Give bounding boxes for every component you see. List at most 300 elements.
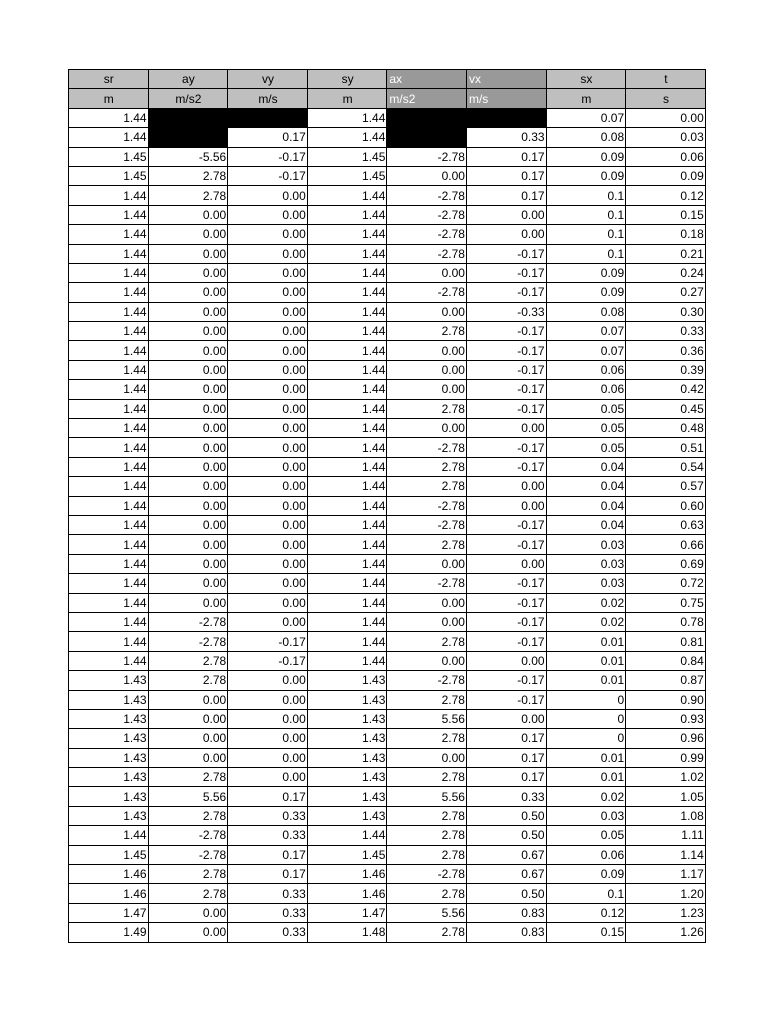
cell-sr[interactable]: 1.44: [69, 574, 149, 593]
cell-ay[interactable]: 0.00: [148, 225, 228, 244]
cell-vy[interactable]: 0.00: [228, 496, 308, 515]
cell-ax[interactable]: 2.78: [387, 535, 467, 554]
cell-sr[interactable]: 1.44: [69, 612, 149, 631]
cell-sr[interactable]: 1.45: [69, 845, 149, 864]
cell-sx[interactable]: 0.01: [546, 632, 626, 651]
cell-ay[interactable]: 0.00: [148, 438, 228, 457]
cell-t[interactable]: 0.57: [626, 477, 706, 496]
column-header-ay[interactable]: ay: [148, 70, 228, 89]
cell-sr[interactable]: 1.44: [69, 205, 149, 224]
cell-sx[interactable]: 0: [546, 709, 626, 728]
cell-sx[interactable]: 0.07: [546, 341, 626, 360]
cell-t[interactable]: 0.66: [626, 535, 706, 554]
cell-sr[interactable]: 1.44: [69, 283, 149, 302]
cell-t[interactable]: 0.36: [626, 341, 706, 360]
cell-sx[interactable]: 0.05: [546, 826, 626, 845]
cell-ay[interactable]: 2.78: [148, 651, 228, 670]
cell-sx[interactable]: 0.02: [546, 593, 626, 612]
cell-vx[interactable]: -0.17: [466, 457, 546, 476]
cell-t[interactable]: 0.06: [626, 147, 706, 166]
cell-ay[interactable]: 0.00: [148, 496, 228, 515]
cell-sx[interactable]: 0.08: [546, 302, 626, 321]
cell-ax[interactable]: 5.56: [387, 787, 467, 806]
cell-vy[interactable]: 0.33: [228, 826, 308, 845]
cell-sr[interactable]: 1.44: [69, 225, 149, 244]
cell-sr[interactable]: 1.44: [69, 302, 149, 321]
cell-vx[interactable]: 0.00: [466, 709, 546, 728]
cell-sr[interactable]: 1.43: [69, 768, 149, 787]
cell-vx[interactable]: 0.67: [466, 865, 546, 884]
cell-ax[interactable]: 5.56: [387, 903, 467, 922]
cell-t[interactable]: 0.99: [626, 748, 706, 767]
cell-t[interactable]: 0.87: [626, 671, 706, 690]
cell-vx[interactable]: 0.17: [466, 166, 546, 185]
cell-vy[interactable]: 0.17: [228, 128, 308, 147]
column-header-t[interactable]: t: [626, 70, 706, 89]
cell-sy[interactable]: 1.44: [307, 554, 387, 573]
cell-sr[interactable]: 1.44: [69, 535, 149, 554]
cell-sy[interactable]: 1.44: [307, 322, 387, 341]
cell-vx[interactable]: -0.17: [466, 612, 546, 631]
cell-ax[interactable]: 0.00: [387, 593, 467, 612]
cell-ay[interactable]: -2.78: [148, 826, 228, 845]
cell-ax[interactable]: 2.78: [387, 768, 467, 787]
cell-sx[interactable]: 0.1: [546, 884, 626, 903]
cell-sx[interactable]: 0.05: [546, 419, 626, 438]
cell-sy[interactable]: 1.44: [307, 419, 387, 438]
cell-sr[interactable]: 1.44: [69, 554, 149, 573]
cell-ay[interactable]: 0.00: [148, 457, 228, 476]
cell-t[interactable]: 0.30: [626, 302, 706, 321]
cell-vx[interactable]: -0.17: [466, 438, 546, 457]
cell-ay[interactable]: 0.00: [148, 729, 228, 748]
column-header-sx[interactable]: sx: [546, 70, 626, 89]
cell-vx[interactable]: -0.17: [466, 399, 546, 418]
cell-t[interactable]: 0.24: [626, 263, 706, 282]
cell-sy[interactable]: 1.45: [307, 147, 387, 166]
cell-vx[interactable]: 0.83: [466, 903, 546, 922]
cell-t[interactable]: 1.05: [626, 787, 706, 806]
cell-ay[interactable]: [148, 128, 228, 147]
cell-t[interactable]: 1.11: [626, 826, 706, 845]
cell-t[interactable]: 0.72: [626, 574, 706, 593]
cell-sr[interactable]: 1.44: [69, 360, 149, 379]
cell-ax[interactable]: 2.78: [387, 923, 467, 942]
cell-ax[interactable]: -2.78: [387, 515, 467, 534]
cell-sr[interactable]: 1.44: [69, 651, 149, 670]
cell-sy[interactable]: 1.44: [307, 283, 387, 302]
cell-sy[interactable]: 1.43: [307, 768, 387, 787]
cell-vx[interactable]: 0.50: [466, 806, 546, 825]
cell-vy[interactable]: 0.00: [228, 399, 308, 418]
cell-sr[interactable]: 1.44: [69, 632, 149, 651]
cell-t[interactable]: 1.23: [626, 903, 706, 922]
cell-sy[interactable]: 1.43: [307, 690, 387, 709]
cell-vx[interactable]: 0.00: [466, 651, 546, 670]
cell-ay[interactable]: 0.00: [148, 709, 228, 728]
cell-vx[interactable]: 0.00: [466, 477, 546, 496]
cell-vx[interactable]: 0.50: [466, 884, 546, 903]
cell-ax[interactable]: 0.00: [387, 341, 467, 360]
cell-sy[interactable]: 1.44: [307, 360, 387, 379]
column-header-vx[interactable]: vx: [466, 70, 546, 89]
cell-ax[interactable]: 0.00: [387, 166, 467, 185]
cell-sr[interactable]: 1.44: [69, 128, 149, 147]
cell-vx[interactable]: 0.00: [466, 496, 546, 515]
cell-vx[interactable]: 0.33: [466, 787, 546, 806]
cell-sx[interactable]: 0.05: [546, 399, 626, 418]
cell-sr[interactable]: 1.43: [69, 671, 149, 690]
cell-ay[interactable]: 5.56: [148, 787, 228, 806]
cell-vy[interactable]: 0.17: [228, 865, 308, 884]
cell-sx[interactable]: 0.15: [546, 923, 626, 942]
cell-vy[interactable]: 0.00: [228, 690, 308, 709]
cell-vy[interactable]: [228, 108, 308, 127]
cell-t[interactable]: 0.84: [626, 651, 706, 670]
cell-sy[interactable]: 1.46: [307, 884, 387, 903]
cell-sr[interactable]: 1.43: [69, 787, 149, 806]
cell-ay[interactable]: -2.78: [148, 632, 228, 651]
cell-vx[interactable]: [466, 108, 546, 127]
cell-vy[interactable]: 0.33: [228, 884, 308, 903]
cell-sx[interactable]: 0.04: [546, 496, 626, 515]
cell-sy[interactable]: 1.44: [307, 515, 387, 534]
cell-vy[interactable]: 0.00: [228, 593, 308, 612]
cell-sy[interactable]: 1.46: [307, 865, 387, 884]
cell-vx[interactable]: -0.17: [466, 341, 546, 360]
cell-ay[interactable]: 0.00: [148, 263, 228, 282]
cell-vy[interactable]: 0.33: [228, 903, 308, 922]
cell-sx[interactable]: 0.01: [546, 768, 626, 787]
cell-sx[interactable]: 0.03: [546, 806, 626, 825]
cell-ax[interactable]: 0.00: [387, 360, 467, 379]
cell-vy[interactable]: 0.17: [228, 845, 308, 864]
cell-vy[interactable]: -0.17: [228, 166, 308, 185]
cell-vx[interactable]: -0.17: [466, 263, 546, 282]
cell-vy[interactable]: 0.33: [228, 923, 308, 942]
cell-t[interactable]: 0.03: [626, 128, 706, 147]
cell-vx[interactable]: 0.17: [466, 729, 546, 748]
cell-sy[interactable]: 1.44: [307, 128, 387, 147]
unit-header-t[interactable]: s: [626, 89, 706, 108]
cell-t[interactable]: 1.26: [626, 923, 706, 942]
cell-sy[interactable]: 1.48: [307, 923, 387, 942]
cell-vy[interactable]: -0.17: [228, 651, 308, 670]
cell-sr[interactable]: 1.43: [69, 806, 149, 825]
cell-ax[interactable]: -2.78: [387, 438, 467, 457]
cell-ay[interactable]: 0.00: [148, 574, 228, 593]
cell-sx[interactable]: 0.1: [546, 186, 626, 205]
cell-t[interactable]: 0.63: [626, 515, 706, 534]
cell-sr[interactable]: 1.45: [69, 147, 149, 166]
cell-sy[interactable]: 1.45: [307, 845, 387, 864]
cell-sr[interactable]: 1.44: [69, 515, 149, 534]
cell-ax[interactable]: 0.00: [387, 263, 467, 282]
cell-vy[interactable]: 0.00: [228, 205, 308, 224]
cell-t[interactable]: 0.39: [626, 360, 706, 379]
cell-t[interactable]: 1.17: [626, 865, 706, 884]
cell-ax[interactable]: -2.78: [387, 671, 467, 690]
cell-sx[interactable]: 0.1: [546, 205, 626, 224]
cell-sx[interactable]: 0.09: [546, 263, 626, 282]
cell-sy[interactable]: 1.44: [307, 380, 387, 399]
cell-vx[interactable]: 0.50: [466, 826, 546, 845]
cell-ax[interactable]: 0.00: [387, 554, 467, 573]
cell-ay[interactable]: 0.00: [148, 515, 228, 534]
cell-t[interactable]: 0.78: [626, 612, 706, 631]
cell-sy[interactable]: 1.43: [307, 787, 387, 806]
cell-sx[interactable]: 0.12: [546, 903, 626, 922]
cell-sy[interactable]: 1.44: [307, 186, 387, 205]
cell-vy[interactable]: 0.00: [228, 322, 308, 341]
cell-sr[interactable]: 1.44: [69, 263, 149, 282]
cell-sr[interactable]: 1.44: [69, 457, 149, 476]
cell-ax[interactable]: -2.78: [387, 205, 467, 224]
cell-vy[interactable]: 0.00: [228, 748, 308, 767]
cell-sr[interactable]: 1.44: [69, 244, 149, 263]
cell-vy[interactable]: 0.00: [228, 671, 308, 690]
cell-vx[interactable]: -0.17: [466, 515, 546, 534]
cell-vx[interactable]: -0.17: [466, 244, 546, 263]
cell-vx[interactable]: -0.17: [466, 380, 546, 399]
cell-ax[interactable]: 2.78: [387, 632, 467, 651]
cell-vy[interactable]: 0.00: [228, 709, 308, 728]
unit-header-vx[interactable]: m/s: [466, 89, 546, 108]
cell-ay[interactable]: 0.00: [148, 360, 228, 379]
column-header-sr[interactable]: sr: [69, 70, 149, 89]
cell-sy[interactable]: 1.44: [307, 438, 387, 457]
cell-sy[interactable]: 1.44: [307, 496, 387, 515]
cell-vx[interactable]: -0.17: [466, 360, 546, 379]
cell-sx[interactable]: 0.09: [546, 147, 626, 166]
cell-ay[interactable]: 2.78: [148, 671, 228, 690]
cell-sr[interactable]: 1.44: [69, 380, 149, 399]
cell-ay[interactable]: 0.00: [148, 399, 228, 418]
cell-sy[interactable]: 1.44: [307, 341, 387, 360]
cell-ay[interactable]: 0.00: [148, 341, 228, 360]
cell-sr[interactable]: 1.47: [69, 903, 149, 922]
cell-sx[interactable]: 0.07: [546, 108, 626, 127]
cell-ay[interactable]: -5.56: [148, 147, 228, 166]
cell-ax[interactable]: 2.78: [387, 884, 467, 903]
cell-ay[interactable]: 2.78: [148, 166, 228, 185]
cell-sx[interactable]: 0.1: [546, 225, 626, 244]
cell-sx[interactable]: 0.06: [546, 845, 626, 864]
cell-sy[interactable]: 1.44: [307, 651, 387, 670]
cell-vy[interactable]: 0.00: [228, 535, 308, 554]
cell-vx[interactable]: 0.00: [466, 225, 546, 244]
cell-ay[interactable]: -2.78: [148, 612, 228, 631]
cell-vx[interactable]: -0.17: [466, 690, 546, 709]
cell-ax[interactable]: -2.78: [387, 244, 467, 263]
cell-ay[interactable]: 0.00: [148, 477, 228, 496]
cell-ay[interactable]: [148, 108, 228, 127]
cell-sx[interactable]: 0.08: [546, 128, 626, 147]
cell-sx[interactable]: 0.04: [546, 515, 626, 534]
cell-sy[interactable]: 1.43: [307, 748, 387, 767]
cell-ay[interactable]: 0.00: [148, 748, 228, 767]
cell-ax[interactable]: 2.78: [387, 457, 467, 476]
cell-vy[interactable]: 0.00: [228, 360, 308, 379]
cell-vy[interactable]: 0.17: [228, 787, 308, 806]
cell-sr[interactable]: 1.44: [69, 593, 149, 612]
cell-ay[interactable]: 0.00: [148, 690, 228, 709]
cell-vx[interactable]: -0.33: [466, 302, 546, 321]
cell-t[interactable]: 0.90: [626, 690, 706, 709]
cell-ay[interactable]: -2.78: [148, 845, 228, 864]
cell-sx[interactable]: 0.04: [546, 477, 626, 496]
cell-ax[interactable]: 0.00: [387, 651, 467, 670]
cell-ay[interactable]: 2.78: [148, 806, 228, 825]
cell-ax[interactable]: 2.78: [387, 845, 467, 864]
cell-sy[interactable]: 1.44: [307, 826, 387, 845]
cell-ay[interactable]: 0.00: [148, 923, 228, 942]
cell-vx[interactable]: 0.33: [466, 128, 546, 147]
cell-vy[interactable]: 0.00: [228, 283, 308, 302]
cell-sy[interactable]: 1.44: [307, 108, 387, 127]
cell-t[interactable]: 0.96: [626, 729, 706, 748]
cell-sx[interactable]: 0: [546, 729, 626, 748]
cell-ax[interactable]: 2.78: [387, 806, 467, 825]
cell-vx[interactable]: 0.00: [466, 419, 546, 438]
column-header-vy[interactable]: vy: [228, 70, 308, 89]
cell-ay[interactable]: 0.00: [148, 283, 228, 302]
cell-t[interactable]: 0.00: [626, 108, 706, 127]
cell-ax[interactable]: -2.78: [387, 186, 467, 205]
cell-t[interactable]: 0.18: [626, 225, 706, 244]
cell-vy[interactable]: 0.00: [228, 477, 308, 496]
cell-sr[interactable]: 1.45: [69, 166, 149, 185]
cell-ax[interactable]: -2.78: [387, 496, 467, 515]
cell-sr[interactable]: 1.46: [69, 865, 149, 884]
cell-vx[interactable]: 0.17: [466, 748, 546, 767]
cell-ay[interactable]: 0.00: [148, 302, 228, 321]
cell-vx[interactable]: -0.17: [466, 593, 546, 612]
column-header-sy[interactable]: sy: [307, 70, 387, 89]
cell-sr[interactable]: 1.44: [69, 419, 149, 438]
cell-vy[interactable]: -0.17: [228, 147, 308, 166]
cell-vy[interactable]: 0.00: [228, 341, 308, 360]
cell-sy[interactable]: 1.44: [307, 632, 387, 651]
cell-sr[interactable]: 1.43: [69, 748, 149, 767]
cell-vy[interactable]: 0.00: [228, 515, 308, 534]
cell-t[interactable]: 1.20: [626, 884, 706, 903]
cell-vx[interactable]: -0.17: [466, 283, 546, 302]
cell-t[interactable]: 0.12: [626, 186, 706, 205]
cell-sy[interactable]: 1.44: [307, 205, 387, 224]
cell-sy[interactable]: 1.44: [307, 574, 387, 593]
column-header-ax[interactable]: ax: [387, 70, 467, 89]
cell-t[interactable]: 1.14: [626, 845, 706, 864]
cell-sr[interactable]: 1.44: [69, 341, 149, 360]
cell-vy[interactable]: 0.00: [228, 302, 308, 321]
cell-ax[interactable]: 2.78: [387, 729, 467, 748]
cell-sy[interactable]: 1.44: [307, 457, 387, 476]
cell-t[interactable]: 0.15: [626, 205, 706, 224]
cell-vx[interactable]: 0.17: [466, 768, 546, 787]
cell-sy[interactable]: 1.43: [307, 806, 387, 825]
cell-sy[interactable]: 1.44: [307, 593, 387, 612]
unit-header-sr[interactable]: m: [69, 89, 149, 108]
cell-ax[interactable]: 0.00: [387, 380, 467, 399]
cell-vy[interactable]: 0.00: [228, 729, 308, 748]
cell-ax[interactable]: [387, 128, 467, 147]
cell-sy[interactable]: 1.43: [307, 729, 387, 748]
cell-sx[interactable]: 0.09: [546, 283, 626, 302]
cell-ay[interactable]: 0.00: [148, 205, 228, 224]
cell-sr[interactable]: 1.44: [69, 322, 149, 341]
cell-vy[interactable]: 0.00: [228, 263, 308, 282]
cell-vx[interactable]: -0.17: [466, 574, 546, 593]
cell-t[interactable]: 0.69: [626, 554, 706, 573]
cell-vx[interactable]: -0.17: [466, 322, 546, 341]
cell-sy[interactable]: 1.47: [307, 903, 387, 922]
cell-vx[interactable]: 0.00: [466, 554, 546, 573]
cell-sx[interactable]: 0.01: [546, 651, 626, 670]
cell-sr[interactable]: 1.43: [69, 729, 149, 748]
cell-sx[interactable]: 0.07: [546, 322, 626, 341]
cell-ax[interactable]: 0.00: [387, 302, 467, 321]
cell-vy[interactable]: 0.00: [228, 186, 308, 205]
cell-vx[interactable]: 0.83: [466, 923, 546, 942]
cell-sx[interactable]: 0.06: [546, 380, 626, 399]
cell-ay[interactable]: 2.78: [148, 865, 228, 884]
cell-t[interactable]: 0.27: [626, 283, 706, 302]
cell-sx[interactable]: 0.1: [546, 244, 626, 263]
cell-ax[interactable]: 2.78: [387, 477, 467, 496]
cell-vy[interactable]: 0.33: [228, 806, 308, 825]
cell-ay[interactable]: 0.00: [148, 244, 228, 263]
cell-t[interactable]: 0.93: [626, 709, 706, 728]
cell-t[interactable]: 0.09: [626, 166, 706, 185]
cell-ay[interactable]: 2.78: [148, 768, 228, 787]
cell-t[interactable]: 1.02: [626, 768, 706, 787]
cell-ay[interactable]: 0.00: [148, 593, 228, 612]
cell-ax[interactable]: 2.78: [387, 399, 467, 418]
cell-vx[interactable]: 0.00: [466, 205, 546, 224]
cell-ay[interactable]: 0.00: [148, 322, 228, 341]
cell-ax[interactable]: -2.78: [387, 574, 467, 593]
cell-sr[interactable]: 1.44: [69, 477, 149, 496]
cell-t[interactable]: 1.08: [626, 806, 706, 825]
cell-sx[interactable]: 0.02: [546, 612, 626, 631]
cell-sy[interactable]: 1.44: [307, 302, 387, 321]
cell-vy[interactable]: 0.00: [228, 574, 308, 593]
cell-t[interactable]: 0.75: [626, 593, 706, 612]
cell-sx[interactable]: 0.05: [546, 438, 626, 457]
cell-sr[interactable]: 1.46: [69, 884, 149, 903]
cell-sx[interactable]: 0.06: [546, 360, 626, 379]
cell-sy[interactable]: 1.44: [307, 263, 387, 282]
cell-vy[interactable]: 0.00: [228, 612, 308, 631]
cell-vy[interactable]: 0.00: [228, 380, 308, 399]
unit-header-ax[interactable]: m/s2: [387, 89, 467, 108]
unit-header-sx[interactable]: m: [546, 89, 626, 108]
cell-sx[interactable]: 0.03: [546, 574, 626, 593]
cell-sx[interactable]: 0.03: [546, 554, 626, 573]
cell-ay[interactable]: 0.00: [148, 554, 228, 573]
cell-ay[interactable]: 0.00: [148, 380, 228, 399]
cell-ay[interactable]: 0.00: [148, 903, 228, 922]
cell-t[interactable]: 0.54: [626, 457, 706, 476]
cell-sx[interactable]: 0.02: [546, 787, 626, 806]
cell-sx[interactable]: 0.03: [546, 535, 626, 554]
cell-sy[interactable]: 1.44: [307, 477, 387, 496]
cell-t[interactable]: 0.21: [626, 244, 706, 263]
cell-ax[interactable]: 5.56: [387, 709, 467, 728]
cell-sx[interactable]: 0.09: [546, 865, 626, 884]
cell-sy[interactable]: 1.43: [307, 671, 387, 690]
